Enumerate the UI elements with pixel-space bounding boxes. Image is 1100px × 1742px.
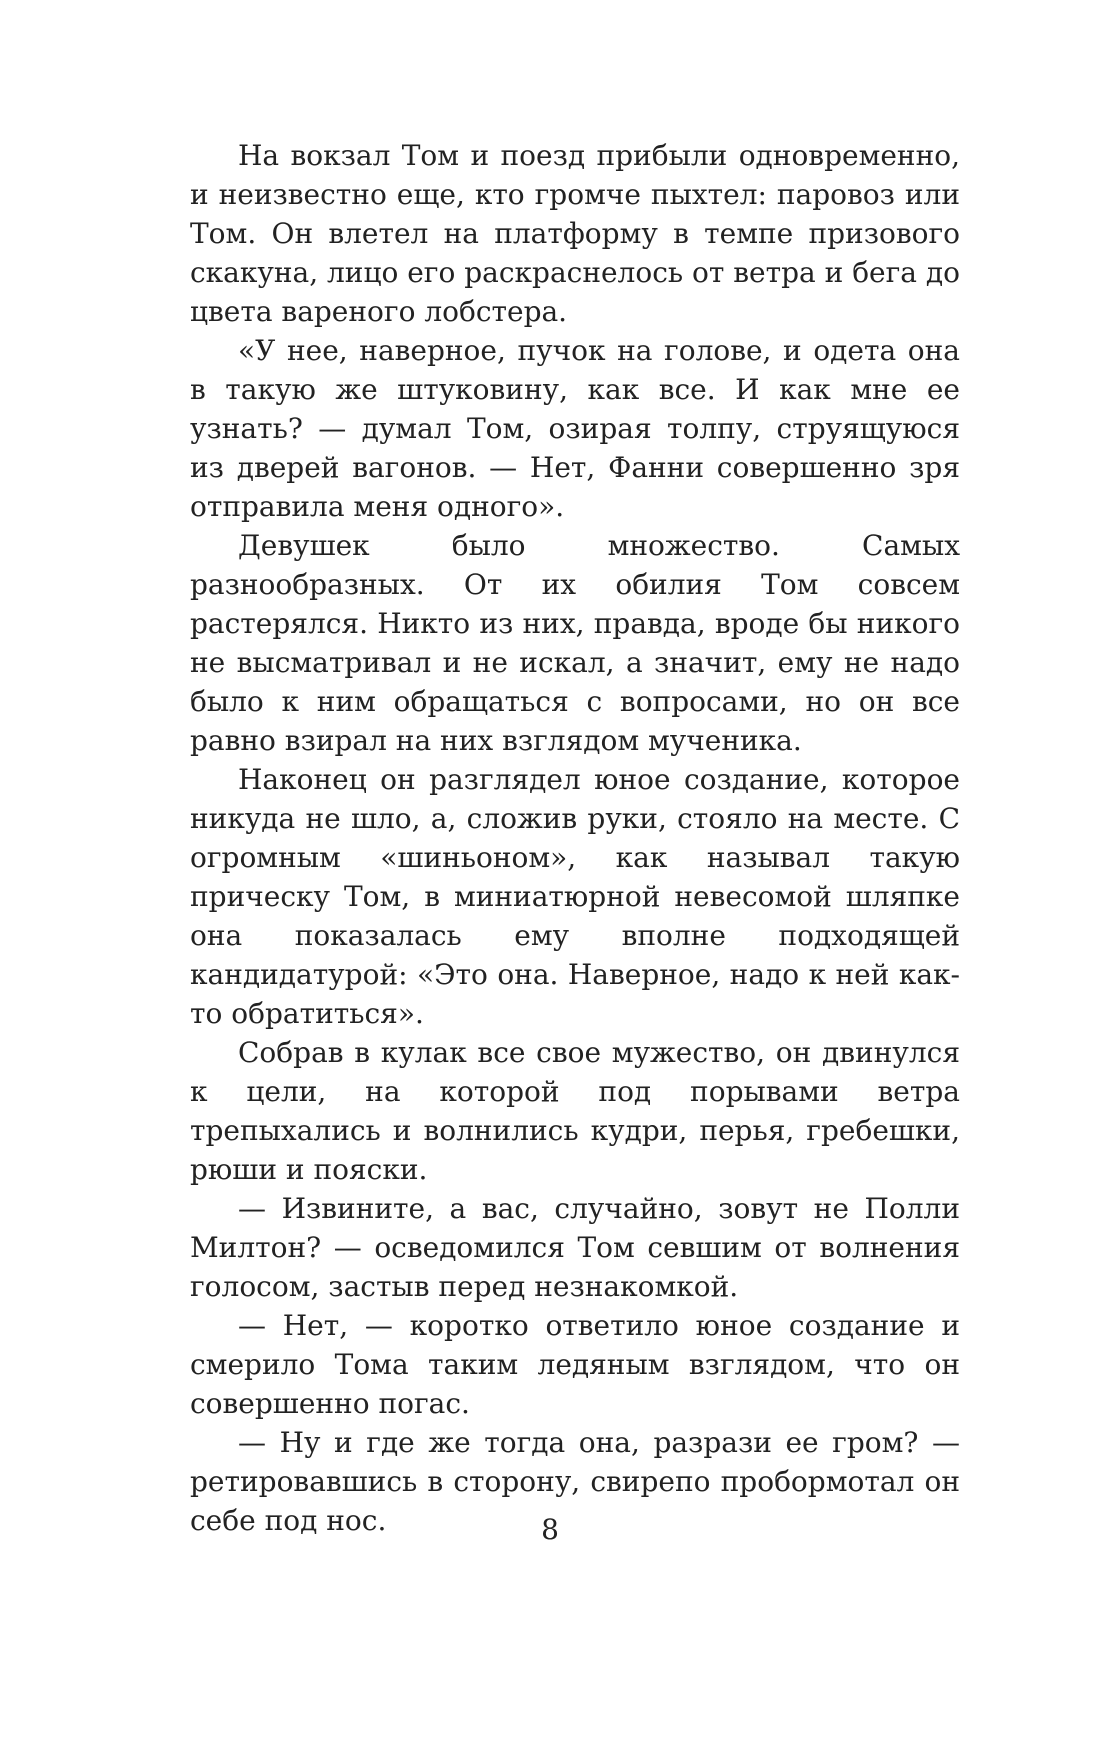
dialogue-paragraph-1: — Извините, а вас, случайно, зовут не Полли Милтон? — осведомился Том севшим от волнения голосом, застыв перед незнакомкой. — [190, 1192, 960, 1303]
paragraph-4: Наконец он разглядел юное создание, которое никуда не шло, а, сложив руки, стояло на месте. С огромным «шиньоном», как называл такую прическу Том, в миниатюрной невесомой шляпке она показалась ему вполне подходящей кандидатурой: «Это она. Наверное, надо к ней как-то обратиться». — [190, 763, 960, 1030]
page-number: 8 — [541, 1513, 559, 1546]
paragraph-1: На вокзал Том и поезд прибыли одновременно, и неизвестно еще, кто громче пыхтел: паровоз или Том. Он влетел на платформу в темпе призового скакуна, лицо его раскраснелось от ветра и бега до цвета вареного лобстера. — [190, 139, 960, 328]
body-text — [190, 136, 960, 1540]
paragraph-3: Девушек было множество. Самых разнообразных. От их обилия Том совсем растерялся. Никто из них, правда, вроде бы никого не высматривал и не искал, а значит, ему не надо было к ним обращаться с вопросами, но он все равно взирал на них взглядом мученика. — [190, 529, 960, 757]
paragraph-2: «У нее, наверное, пучок на голове, и одета она в такую же штуковину, как все. И как мне ее узнать? — думал Том, озирая толпу, струящуюся из дверей вагонов. — Нет, Фанни совершенно зря отправила меня одного». — [190, 334, 960, 523]
dialogue-paragraph-3: — Ну и где же тогда она, разрази ее гром? — ретировавшись в сторону, свирепо пробормотал он себе под нос. — [190, 1426, 960, 1537]
dialogue-paragraph-2: — Нет, — коротко ответило юное создание и смерило Тома таким ледяным взглядом, что он совершенно погас. — [190, 1309, 960, 1420]
paragraph-5: Собрав в кулак все свое мужество, он двинулся к цели, на которой под порывами ветра трепыхались и волнились кудри, перья, гребешки, рюши и пояски. — [190, 1036, 960, 1186]
